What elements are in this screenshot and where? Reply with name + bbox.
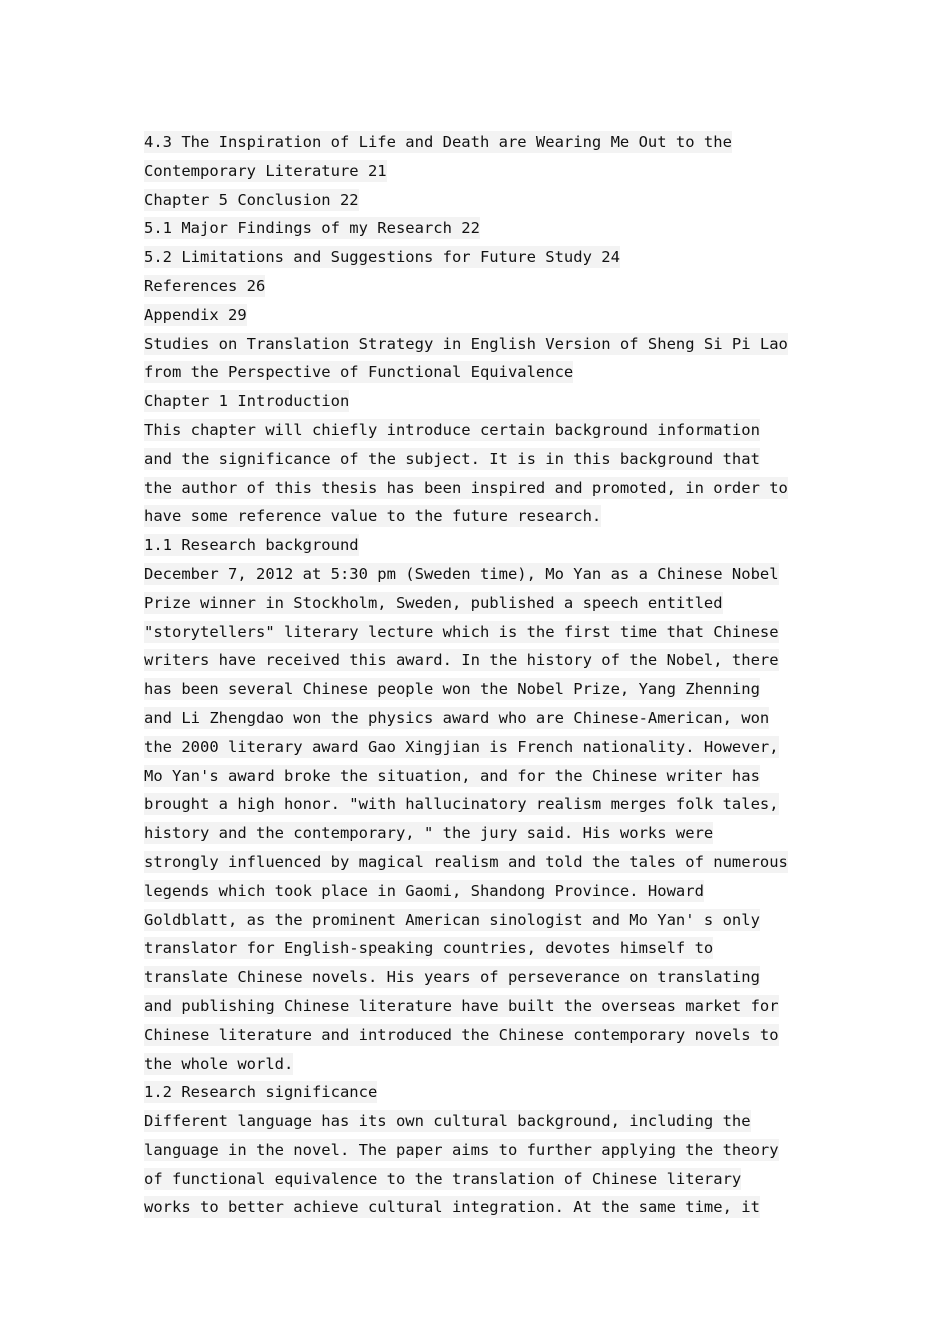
paragraph-line: Goldblatt, as the prominent American sinologist and Mo Yan' s only [144, 910, 760, 929]
paragraph-line: December 7, 2012 at 5:30 pm (Sweden time), Mo Yan as a Chinese Nobel [144, 564, 779, 583]
section-1-1-heading: 1.1 Research background [144, 536, 359, 555]
paragraph-line: "storytellers" literary lecture which is the first time that Chinese [144, 622, 779, 641]
toc-entry-references: References 26 [144, 276, 266, 295]
paragraph-line: strongly influenced by magical realism and told the tales of numerous [144, 852, 788, 871]
toc-entry-4-3-continued: Contemporary Literature 21 [144, 161, 387, 180]
toc-entry-5-1: 5.1 Major Findings of my Research 22 [144, 219, 480, 238]
paragraph-line: and Li Zhengdao won the physics award who are Chinese-American, won [144, 708, 770, 727]
paragraph-line: of functional equivalence to the translation of Chinese literary [144, 1169, 742, 1188]
toc-entry-5-2: 5.2 Limitations and Suggestions for Future Study 24 [144, 248, 620, 267]
paragraph-line: history and the contemporary, " the jury said. His works were [144, 824, 714, 843]
toc-entry-appendix: Appendix 29 [144, 305, 247, 324]
paragraph-line: writers have received this award. In the history of the Nobel, there [144, 651, 779, 670]
paragraph-line: This chapter will chiefly introduce certain background information [144, 420, 760, 439]
paragraph-line: have some reference value to the future research. [144, 507, 602, 526]
section-1-2-heading: 1.2 Research significance [144, 1083, 378, 1102]
document-page [144, 128, 824, 1222]
paragraph-line: and publishing Chinese literature have built the overseas market for [144, 996, 779, 1015]
paragraph-line: Chinese literature and introduced the Chinese contemporary novels to [144, 1025, 779, 1044]
paragraph-line: translator for English-speaking countries, devotes himself to [144, 939, 714, 958]
paragraph-line: has been several Chinese people won the Nobel Prize, Yang Zhenning [144, 680, 760, 699]
paragraph-line: brought a high honor. "with hallucinatory realism merges folk tales, [144, 795, 779, 814]
paragraph-line: the 2000 literary award Gao Xingjian is French nationality. However, [144, 737, 779, 756]
paragraph-line: Different language has its own cultural background, including the [144, 1112, 751, 1131]
toc-entry-chapter-5: Chapter 5 Conclusion 22 [144, 190, 359, 209]
paragraph-line: Prize winner in Stockholm, Sweden, published a speech entitled [144, 593, 723, 612]
thesis-title: Studies on Translation Strategy in English Version of Sheng Si Pi Lao [144, 334, 788, 353]
paragraph-line: the whole world. [144, 1054, 294, 1073]
toc-entry-4-3: 4.3 The Inspiration of Life and Death are Wearing Me Out to the [144, 133, 732, 151]
thesis-title-continued: from the Perspective of Functional Equivalence [144, 363, 574, 382]
paragraph-line: the author of this thesis has been inspired and promoted, in order to [144, 478, 788, 497]
paragraph-line: and the significance of the subject. It is in this background that [144, 449, 760, 468]
paragraph-line: Mo Yan's award broke the situation, and for the Chinese writer has [144, 766, 760, 785]
paragraph-line: works to better achieve cultural integration. At the same time, it [144, 1198, 760, 1217]
paragraph-line: legends which took place in Gaomi, Shandong Province. Howard [144, 881, 704, 900]
paragraph-line: translate Chinese novels. His years of perseverance on translating [144, 968, 760, 987]
paragraph-line: language in the novel. The paper aims to further applying the theory [144, 1140, 779, 1159]
chapter-1-heading: Chapter 1 Introduction [144, 392, 350, 411]
